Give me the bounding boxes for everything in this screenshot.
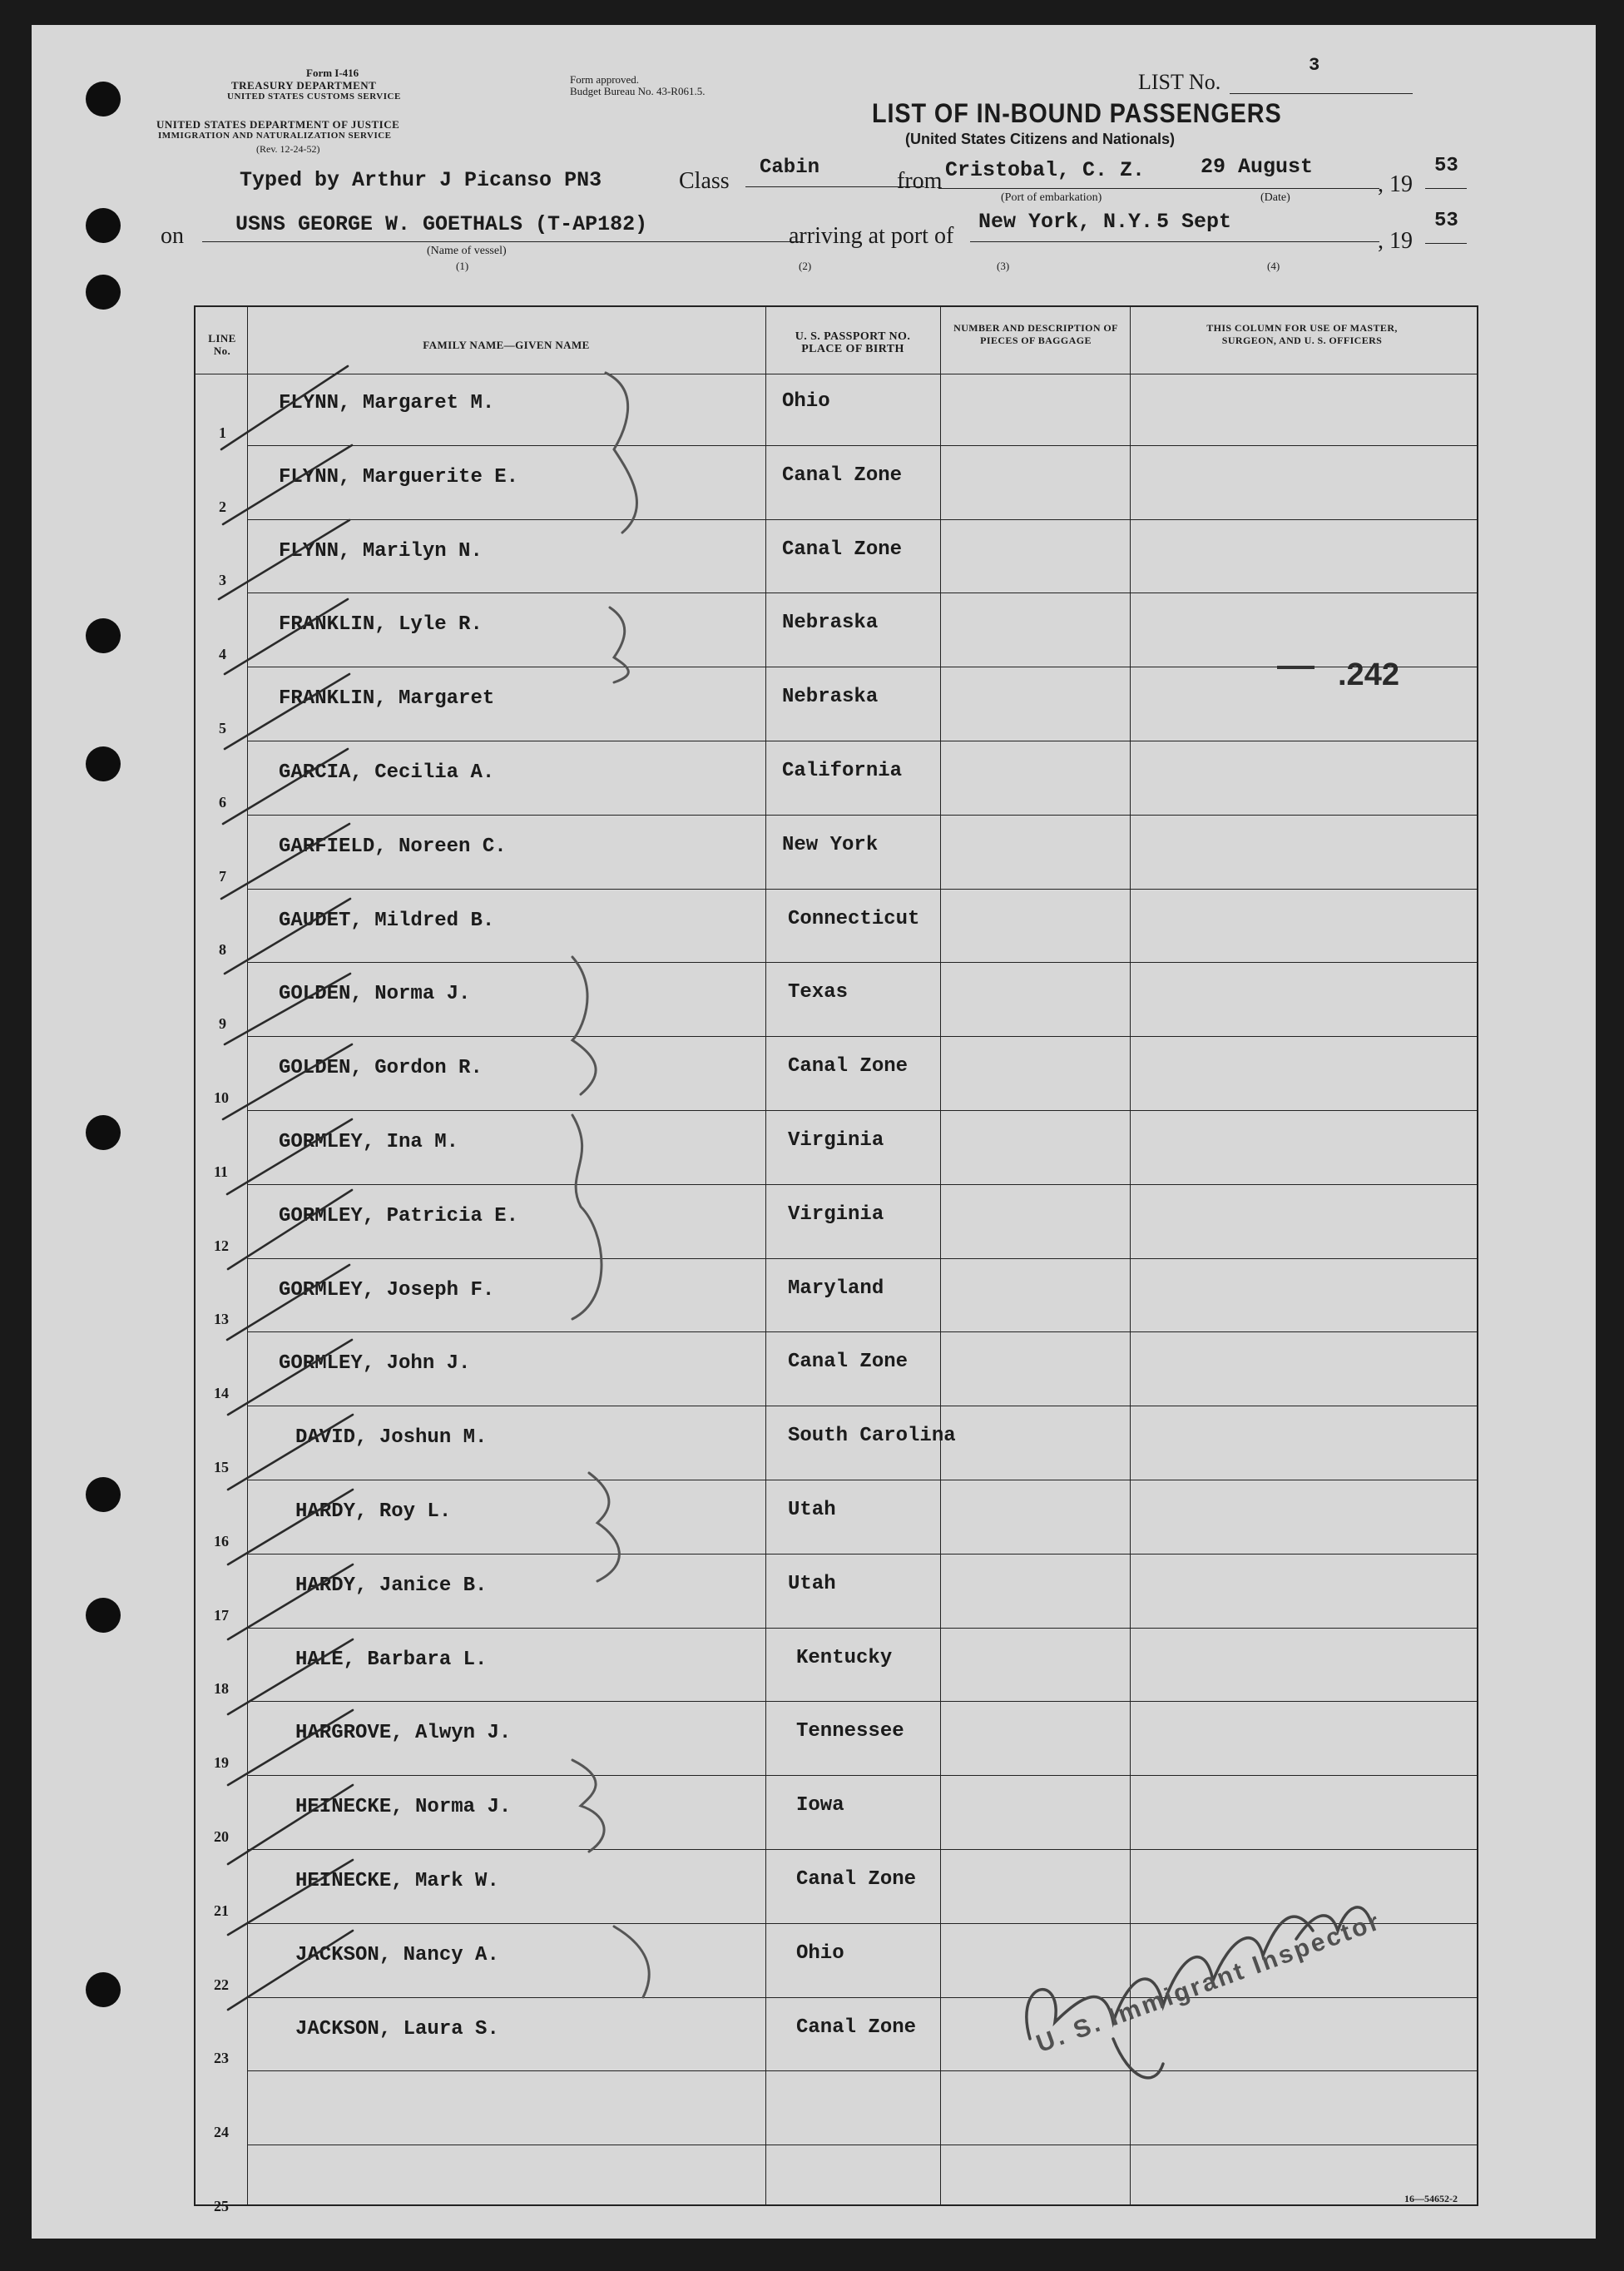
place-of-birth: California [782, 760, 903, 782]
passenger-name: GOLDEN, Gordon R. [279, 1057, 483, 1080]
line-number: 21 [214, 1902, 229, 1919]
passenger-name: GORMLEY, Ina M. [279, 1131, 459, 1153]
form-approved: Form approved. [570, 73, 640, 86]
line-number: 3 [219, 572, 226, 589]
year-2: 53 [1434, 210, 1458, 232]
line-number: 24 [214, 2124, 229, 2141]
passenger-name: GORMLEY, Joseph F. [279, 1278, 495, 1302]
place-of-birth: Ohio [796, 1941, 844, 1965]
passenger-name: HALE, Barbara L. [295, 1648, 488, 1671]
officer-note: .242 [1338, 657, 1399, 692]
col-num-4: (4) [1267, 260, 1280, 272]
passenger-name: FLYNN, Marilyn N. [279, 539, 483, 563]
vessel-name: USNS GEORGE W. GOETHALS (T-AP182) [235, 212, 648, 236]
col-num-3: (3) [997, 260, 1010, 272]
passenger-name: HARGROVE, Alwyn J. [295, 1722, 512, 1745]
inspector-stamp: U. S. Immigrant Inspector [1032, 1907, 1385, 2059]
revision: (Rev. 12-24-52) [256, 143, 320, 155]
place-of-birth: Virginia [788, 1202, 884, 1226]
col-head-name: FAMILY NAME—GIVEN NAME [423, 339, 590, 351]
typed-by: Typed by Arthur J Picanso PN3 [240, 168, 602, 192]
place-of-birth: Ohio [782, 390, 830, 413]
line-number: 16 [214, 1532, 229, 1550]
embark-date: 29 August [1201, 155, 1314, 179]
line-number: 13 [214, 1311, 229, 1328]
place-of-birth: Nebraska [782, 612, 879, 635]
place-of-birth: Maryland [788, 1277, 884, 1300]
date-caption: (Date) [1260, 191, 1290, 204]
vessel-caption: (Name of vessel) [427, 245, 507, 257]
place-of-birth: Canal Zone [796, 1868, 917, 1891]
page-title: LIST OF IN-BOUND PASSENGERS [872, 98, 1282, 128]
line-number: 19 [214, 1754, 229, 1772]
place-of-birth: Connecticut [788, 907, 920, 930]
list-number: 3 [1309, 55, 1320, 76]
line-number: 7 [219, 867, 226, 885]
line-number: 14 [214, 1385, 229, 1402]
passenger-name: GARFIELD, Noreen C. [279, 835, 507, 858]
passenger-name: JACKSON, Laura S. [295, 2017, 499, 2040]
customs-service: UNITED STATES CUSTOMS SERVICE [227, 92, 401, 102]
place-of-birth: Canal Zone [796, 2016, 917, 2039]
col-head-passport: U. S. PASSPORT NO. PLACE OF BIRTH [795, 330, 911, 355]
class-label: Class [679, 168, 730, 194]
passenger-name: HARDY, Roy L. [295, 1500, 452, 1523]
line-number: 4 [219, 646, 226, 663]
line-number: 18 [214, 1680, 229, 1698]
line-number: 6 [219, 793, 226, 811]
place-of-birth: South Carolina [788, 1425, 956, 1448]
from-label: from [897, 168, 943, 194]
passenger-name: HARDY, Janice B. [295, 1574, 488, 1597]
place-of-birth: Iowa [796, 1794, 844, 1817]
passenger-name: JACKSON, Nancy A. [295, 1943, 499, 1966]
line-number: 2 [219, 498, 226, 515]
passenger-name: GORMLEY, Patricia E. [279, 1204, 519, 1227]
on-label: on [161, 223, 184, 249]
manifest-page [32, 25, 1596, 2239]
embark-port: Cristobal, C. Z. [945, 158, 1146, 182]
place-of-birth: New York [782, 833, 879, 856]
year-1: 53 [1434, 155, 1458, 177]
col-num-1: (1) [456, 260, 469, 272]
justice-dept: UNITED STATES DEPARTMENT OF JUSTICE [156, 118, 400, 131]
place-of-birth: Canal Zone [782, 464, 903, 487]
place-of-birth: Texas [788, 981, 849, 1004]
passenger-name: GORMLEY, John J. [279, 1352, 471, 1376]
line-number: 8 [219, 941, 226, 959]
line-number: 25 [214, 2197, 229, 2214]
treasury-dept: TREASURY DEPARTMENT [231, 79, 377, 92]
line-number: 5 [219, 719, 226, 736]
class-value: Cabin [760, 156, 820, 179]
arrival-date: 5 Sept [1156, 210, 1232, 234]
line-number: 1 [219, 424, 226, 441]
port-embark-caption: (Port of embarkation) [1001, 191, 1102, 204]
line-number: 12 [214, 1237, 229, 1254]
line-number: 23 [214, 2050, 229, 2067]
line-number: 9 [219, 1015, 226, 1033]
line-number: 20 [214, 1827, 229, 1845]
passenger-name: FLYNN, Marguerite E. [279, 465, 519, 488]
place-of-birth: Utah [788, 1572, 836, 1595]
place-of-birth: Virginia [788, 1129, 884, 1152]
passenger-name: GOLDEN, Norma J. [279, 983, 471, 1006]
col-num-2: (2) [799, 260, 812, 272]
arrival-port: New York, N.Y. [978, 210, 1154, 234]
passenger-name: DAVID, Joshun M. [295, 1426, 488, 1450]
col-head-line: LINE No. [208, 332, 236, 357]
place-of-birth: Canal Zone [782, 538, 903, 561]
year-prefix-1: , 19 [1378, 171, 1413, 197]
pencil-marks [32, 25, 1596, 2239]
passenger-name: HEINECKE, Mark W. [295, 1870, 499, 1892]
list-number-label: LIST No. [1138, 70, 1221, 94]
passenger-name: FLYNN, Margaret M. [279, 392, 495, 414]
line-number: 22 [214, 1976, 229, 1993]
col-head-baggage: NUMBER AND DESCRIPTION OF PIECES OF BAGGAGE [953, 322, 1118, 346]
year-prefix-2: , 19 [1378, 228, 1413, 254]
ins-service: IMMIGRATION AND NATURALIZATION SERVICE [158, 131, 392, 141]
line-number: 11 [214, 1163, 229, 1180]
line-number: 17 [214, 1606, 229, 1624]
line-number: 15 [214, 1458, 229, 1475]
passenger-name: GARCIA, Cecilia A. [279, 761, 495, 784]
place-of-birth: Tennessee [796, 1720, 904, 1743]
place-of-birth: Kentucky [796, 1646, 893, 1669]
place-of-birth: Nebraska [782, 686, 879, 709]
col-head-officers: THIS COLUMN FOR USE OF MASTER, SURGEON, AND U. S. OFFICERS [1206, 322, 1398, 346]
arriving-label: arriving at port of [789, 223, 954, 249]
line-number: 10 [214, 1088, 229, 1106]
budget-bureau: Budget Bureau No. 43-R061.5. [570, 85, 706, 97]
passenger-name: HEINECKE, Norma J. [295, 1796, 512, 1819]
form-number: Form I-416 [306, 67, 359, 79]
place-of-birth: Utah [788, 1499, 836, 1521]
place-of-birth: Canal Zone [788, 1351, 909, 1374]
passenger-name: GAUDET, Mildred B. [279, 909, 495, 932]
page-subtitle: (United States Citizens and Nationals) [905, 131, 1176, 147]
footer-code: 16—54652-2 [1404, 2193, 1458, 2204]
passenger-name: FRANKLIN, Margaret [279, 687, 495, 711]
place-of-birth: Canal Zone [788, 1055, 909, 1078]
passenger-name: FRANKLIN, Lyle R. [279, 613, 483, 637]
